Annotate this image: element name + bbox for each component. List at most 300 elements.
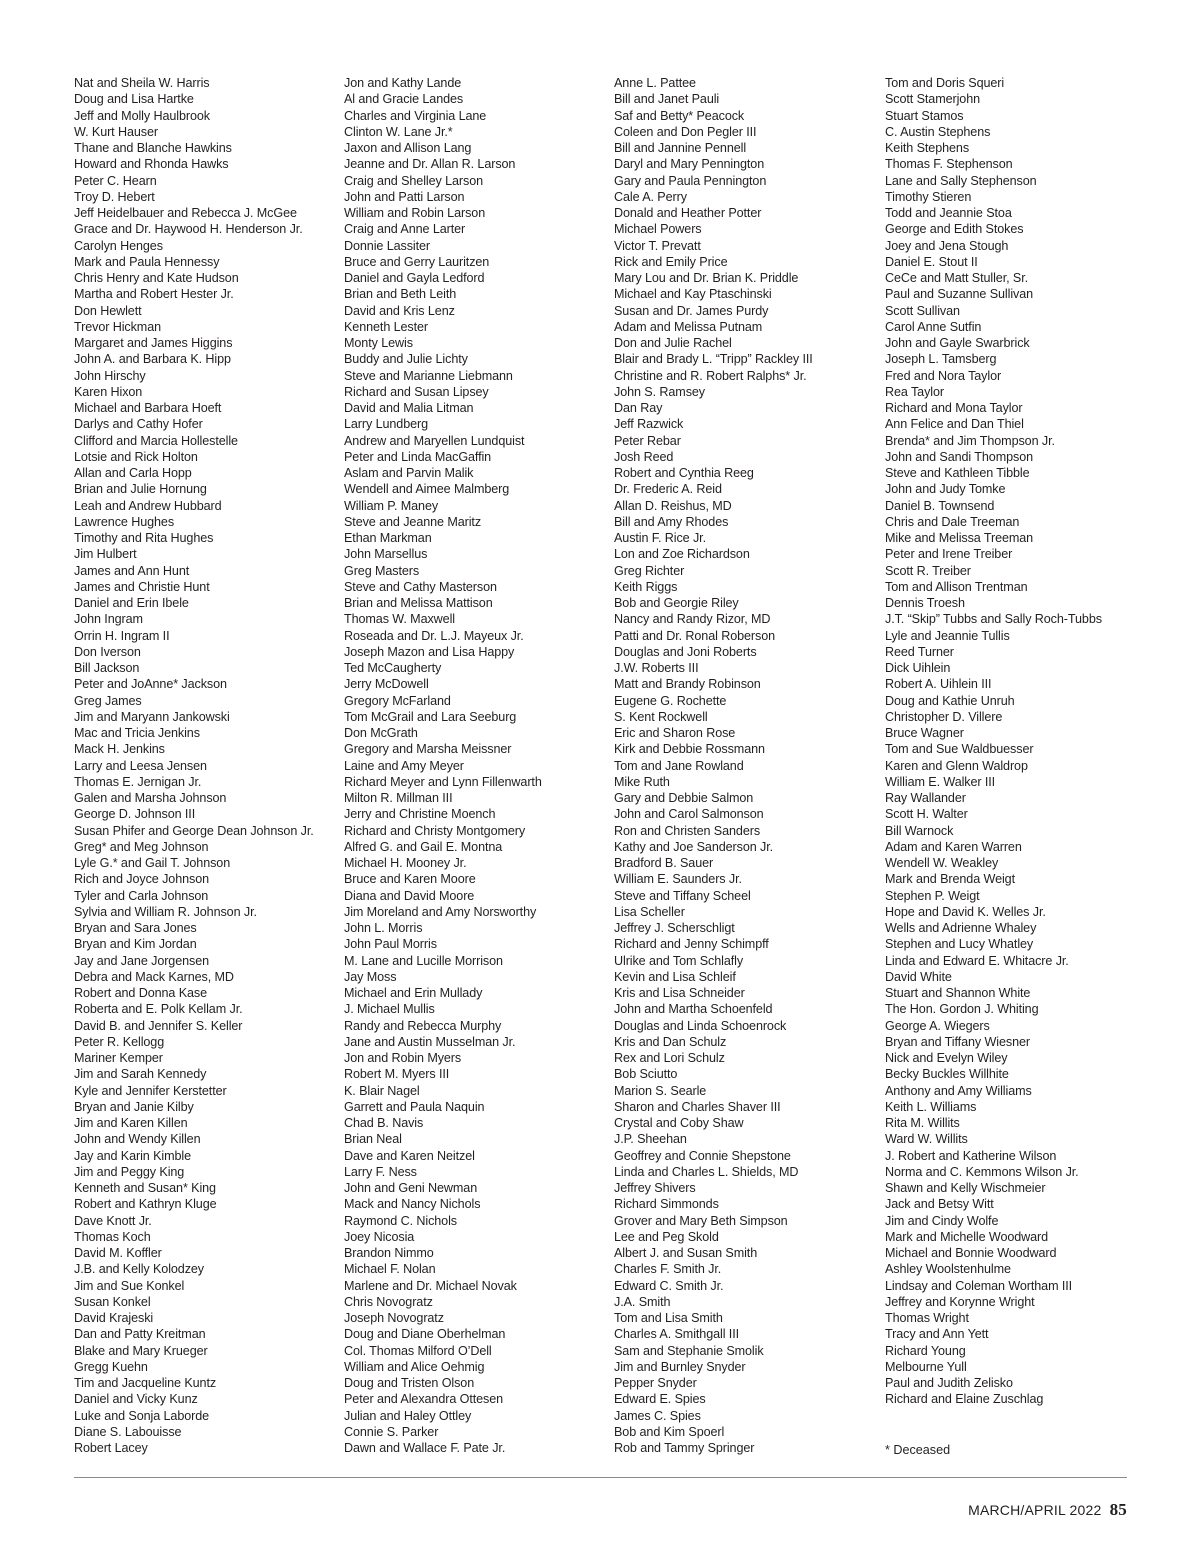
donor-name: James C. Spies — [614, 1408, 701, 1423]
donor-name: Lon and Zoe Richardson — [614, 547, 750, 562]
donor-name: Jay and Karin Kimble — [74, 1148, 192, 1163]
donor-name: Luke and Sonja Laborde — [74, 1408, 210, 1423]
donor-name: Thomas Wright — [885, 1311, 969, 1325]
donor-name: Scott H. Walter — [885, 807, 968, 822]
donor-column-4 — [885, 75, 1147, 1408]
donor-name: Donnie Lassiter — [344, 238, 431, 253]
donor-list — [74, 75, 1144, 1465]
donor-name: John and Carol Salmonson — [614, 807, 764, 822]
donor-name: Thomas E. Jernigan Jr. — [74, 774, 202, 789]
donor-name: Carolyn Henges — [74, 238, 163, 253]
donor-name: Jim and Cindy Wolfe — [885, 1213, 999, 1228]
donor-name: Steve and Kathleen Tibble — [885, 466, 1030, 480]
donor-name: Patti and Dr. Ronal Roberson — [614, 628, 776, 643]
donor-name: Marion S. Searle — [614, 1083, 707, 1098]
donor-name: Robert and Kathryn Kluge — [74, 1197, 217, 1212]
donor-name: Jon and Robin Myers — [344, 1051, 462, 1065]
donor-name: Allan and Carla Hopp — [74, 466, 192, 480]
donor-name: Diane S. Labouisse — [74, 1424, 182, 1439]
donor-name: Pepper Snyder — [614, 1376, 697, 1390]
donor-name: Jay and Jane Jorgensen — [74, 953, 210, 968]
donor-name: David B. and Jennifer S. Keller — [74, 1018, 243, 1033]
donor-name: Ward W. Willits — [885, 1132, 968, 1147]
donor-name: Bryan and Kim Jordan — [74, 937, 197, 952]
donor-name: Eugene G. Rochette — [614, 693, 727, 708]
donor-name: Hope and David K. Welles Jr. — [885, 904, 1046, 919]
donor-name: Tom and Doris Squeri — [885, 76, 1005, 90]
donor-name: Stephen and Lucy Whatley — [885, 937, 1034, 952]
donor-name: Thomas F. Stephenson — [885, 157, 1013, 172]
donor-name: Bryan and Janie Kilby — [74, 1099, 194, 1114]
donor-name: Jeanne and Dr. Allan R. Larson — [344, 157, 516, 172]
donor-name: Lindsay and Coleman Wortham III — [885, 1278, 1073, 1293]
donor-name: Ann Felice and Dan Thiel — [885, 417, 1024, 432]
donor-name: Michael F. Nolan — [344, 1262, 436, 1277]
donor-name: Diana and David Moore — [344, 888, 475, 903]
donor-name: Bill and Jannine Pennell — [614, 141, 747, 155]
donor-name: Ted McCaugherty — [344, 661, 442, 675]
donor-name: Mack H. Jenkins — [74, 742, 165, 757]
donor-name: Jay Moss — [344, 969, 397, 984]
donor-name: Rick and Emily Price — [614, 254, 728, 269]
donor-name: Jeffrey Shivers — [614, 1181, 696, 1195]
donor-name: Richard and Christy Montgomery — [344, 823, 526, 838]
donor-name: Jim and Peggy King — [74, 1164, 185, 1179]
donor-name: Scott Stamerjohn — [885, 92, 980, 107]
donor-name: Charles and Virginia Lane — [344, 108, 487, 123]
donor-name: John and Geni Newman — [344, 1181, 478, 1195]
donor-name: Doug and Diane Oberhelman — [344, 1327, 506, 1342]
donor-name: Bruce Wagner — [885, 726, 964, 740]
donor-name: J.B. and Kelly Kolodzey — [74, 1262, 205, 1277]
donor-name: Bryan and Tiffany Wiesner — [885, 1034, 1030, 1049]
donor-name: John and Patti Larson — [344, 189, 465, 204]
donor-name: Ray Wallander — [885, 791, 966, 805]
donor-name: Bob and Kim Spoerl — [614, 1424, 725, 1439]
donor-name: Peter and Linda MacGaffin — [344, 449, 492, 464]
donor-name: Laine and Amy Meyer — [344, 758, 464, 773]
donor-name: Clinton W. Lane Jr.* — [344, 124, 453, 139]
donor-name: J.W. Roberts III — [614, 661, 699, 675]
donor-name: Kris and Lisa Schneider — [614, 986, 745, 1000]
donor-name: Alfred G. and Gail E. Montna — [344, 839, 503, 854]
donor-name: Steve and Cathy Masterson — [344, 579, 497, 594]
donor-name: Jeff Heidelbauer and Rebecca J. McGee — [74, 206, 297, 220]
donor-name: Rob and Tammy Springer — [614, 1441, 755, 1455]
donor-name: Buddy and Julie Lichty — [344, 352, 468, 367]
donor-name: Jeff and Molly Haulbrook — [74, 108, 210, 123]
donor-name: Mike and Melissa Treeman — [885, 531, 1034, 545]
donor-name: Kenneth and Susan* King — [74, 1181, 216, 1195]
donor-name: Sam and Stephanie Smolik — [614, 1343, 764, 1358]
donor-name: Keith L. Williams — [885, 1099, 977, 1114]
donor-name: C. Austin Stephens — [885, 124, 991, 139]
donor-name: Matt and Brandy Robinson — [614, 677, 761, 692]
donor-name: Gregory and Marsha Meissner — [344, 742, 512, 757]
donor-name: Gregory McFarland — [344, 693, 451, 708]
donor-name: Daniel and Erin Ibele — [74, 596, 189, 610]
donor-name: Jeffrey J. Scherschligt — [614, 921, 735, 935]
donor-name: Douglas and Linda Schoenrock — [614, 1018, 787, 1033]
donor-name: Charles A. Smithgall III — [614, 1327, 739, 1342]
donor-name: Jon and Kathy Lande — [344, 76, 462, 90]
donor-name: Tom and Sue Waldbuesser — [885, 742, 1034, 757]
donor-name: Greg Masters — [344, 563, 420, 578]
donor-name: Julian and Haley Ottley — [344, 1408, 472, 1423]
donor-name: John and Judy Tomke — [885, 482, 1006, 497]
donor-name: Linda and Edward E. Whitacre Jr. — [885, 953, 1069, 968]
donor-name: Thane and Blanche Hawkins — [74, 141, 232, 155]
donor-name: Susan and Dr. James Purdy — [614, 303, 769, 318]
donor-name: Richard Simmonds — [614, 1197, 719, 1212]
donor-name: Reed Turner — [885, 644, 954, 659]
donor-name: J. Robert and Katherine Wilson — [885, 1148, 1057, 1163]
donor-name: Richard and Elaine Zuschlag — [885, 1392, 1044, 1407]
donor-name: John and Wendy Killen — [74, 1132, 201, 1147]
donor-name: David and Malia Litman — [344, 401, 474, 415]
donor-name: Mark and Michelle Woodward — [885, 1229, 1049, 1244]
donor-name: W. Kurt Hauser — [74, 124, 158, 139]
donor-column-2 — [344, 75, 606, 1456]
donor-name: Orrin H. Ingram II — [74, 628, 170, 643]
donor-name: Larry Lundberg — [344, 417, 429, 432]
donor-name: Rea Taylor — [885, 384, 944, 399]
donor-name: Edward E. Spies — [614, 1392, 706, 1407]
donor-name: Nat and Sheila W. Harris — [74, 76, 210, 90]
donor-name: Lyle G.* and Gail T. Johnson — [74, 856, 231, 870]
donor-name: Stuart and Shannon White — [885, 986, 1031, 1000]
donor-name: Timothy Stieren — [885, 189, 972, 204]
donor-name: John A. and Barbara K. Hipp — [74, 352, 231, 367]
donor-name: M. Lane and Lucille Morrison — [344, 953, 503, 968]
page-number: 85 — [1109, 1500, 1127, 1519]
donor-name: Dennis Troesh — [885, 596, 965, 610]
donor-name: Ron and Christen Sanders — [614, 823, 761, 838]
donor-name: Debra and Mack Karnes, MD — [74, 969, 234, 984]
donor-name: Jaxon and Allison Lang — [344, 141, 472, 155]
donor-name: Tom and Allison Trentman — [885, 579, 1028, 594]
donor-name: Nick and Evelyn Wiley — [885, 1051, 1008, 1065]
donor-name: Geoffrey and Connie Shepstone — [614, 1148, 791, 1163]
donor-name: Brian and Julie Hornung — [74, 482, 207, 497]
donor-name: Doug and Tristen Olson — [344, 1376, 475, 1390]
donor-name: Jim and Maryann Jankowski — [74, 709, 230, 724]
donor-name: Jerry and Christine Moench — [344, 807, 496, 822]
donor-name: Galen and Marsha Johnson — [74, 791, 227, 805]
donor-name: Daniel and Vicky Kunz — [74, 1392, 198, 1407]
donor-name: Brian and Beth Leith — [344, 287, 457, 302]
donor-name: Howard and Rhonda Hawks — [74, 157, 229, 172]
donor-name: David M. Koffler — [74, 1246, 162, 1260]
donor-name: Keith Riggs — [614, 579, 678, 594]
donor-name: Tom McGrail and Lara Seeburg — [344, 709, 517, 724]
donor-name: William P. Maney — [344, 498, 439, 513]
donor-name: Daryl and Mary Pennington — [614, 157, 765, 172]
donor-name: Daniel B. Townsend — [885, 498, 995, 513]
donor-name: Margaret and James Higgins — [74, 336, 233, 350]
donor-name: Dave and Karen Neitzel — [344, 1148, 475, 1163]
donor-name: Chris Henry and Kate Hudson — [74, 271, 239, 285]
donor-name: Wells and Adrienne Whaley — [885, 921, 1037, 935]
donor-column-3 — [614, 75, 876, 1456]
donor-name: Craig and Shelley Larson — [344, 173, 484, 188]
donor-name: Stephen P. Weigt — [885, 888, 980, 903]
donor-name: Brenda* and Jim Thompson Jr. — [885, 433, 1055, 448]
donor-name: Lane and Sally Stephenson — [885, 173, 1037, 188]
donor-name: William and Robin Larson — [344, 206, 486, 220]
donor-name: Becky Buckles Willhite — [885, 1067, 1009, 1082]
footer-divider — [74, 1477, 1127, 1478]
donor-name: Bradford B. Sauer — [614, 856, 714, 870]
donor-name: Blair and Brady L. “Tripp” Rackley III — [614, 352, 813, 367]
donor-name: Richard and Jenny Schimpff — [614, 937, 769, 952]
donor-name: Michael and Kay Ptaschinski — [614, 287, 772, 302]
donor-name: Bruce and Gerry Lauritzen — [344, 254, 490, 269]
donor-name: Michael H. Mooney Jr. — [344, 856, 467, 870]
donor-name: Robert M. Myers III — [344, 1067, 450, 1082]
donor-name: Lee and Peg Skold — [614, 1229, 719, 1244]
donor-name: Jim and Sue Konkel — [74, 1278, 185, 1293]
donor-name: Robert and Donna Kase — [74, 986, 208, 1000]
donor-name: Jeffrey and Korynne Wright — [885, 1294, 1035, 1309]
donor-name: Peter C. Hearn — [74, 173, 157, 188]
donor-name: Richard Meyer and Lynn Fillenwarth — [344, 774, 542, 789]
donor-name: David Krajeski — [74, 1311, 154, 1325]
donor-name: Adam and Melissa Putnam — [614, 319, 763, 334]
donor-name: Scott Sullivan — [885, 303, 960, 318]
donor-name: Todd and Jeannie Stoa — [885, 206, 1012, 220]
donor-name: Anne L. Pattee — [614, 76, 696, 90]
donor-name: Douglas and Joni Roberts — [614, 644, 757, 659]
donor-name: Crystal and Coby Shaw — [614, 1116, 744, 1130]
donor-name: Sylvia and William R. Johnson Jr. — [74, 904, 257, 919]
donor-name: Peter and Irene Treiber — [885, 547, 1013, 562]
donor-name: Dawn and Wallace F. Pate Jr. — [344, 1441, 506, 1455]
donor-name: Lisa Scheller — [614, 904, 685, 919]
donor-name: Don McGrath — [344, 726, 418, 740]
donor-name: Joseph Novogratz — [344, 1311, 444, 1325]
donor-name: Bill Jackson — [74, 661, 140, 675]
donor-name: Tom and Jane Rowland — [614, 758, 744, 773]
donor-name: Grover and Mary Beth Simpson — [614, 1213, 788, 1228]
donor-name: David White — [885, 969, 952, 984]
donor-name: Greg Richter — [614, 563, 685, 578]
donor-name: Peter and JoAnne* Jackson — [74, 677, 227, 692]
donor-name: Tracy and Ann Yett — [885, 1327, 989, 1342]
donor-name: Darlys and Cathy Hofer — [74, 417, 203, 432]
donor-name: Chad B. Navis — [344, 1116, 424, 1130]
donor-name: Larry F. Ness — [344, 1164, 417, 1179]
donor-name: Brandon Nimmo — [344, 1246, 434, 1260]
donor-name: Gary and Paula Pennington — [614, 173, 767, 188]
donor-name: Brian Neal — [344, 1132, 402, 1147]
donor-name: J.A. Smith — [614, 1294, 671, 1309]
donor-name: William E. Saunders Jr. — [614, 872, 742, 887]
donor-column-1 — [74, 75, 336, 1456]
donor-name: Paul and Judith Zelisko — [885, 1376, 1013, 1390]
donor-name: John Ingram — [74, 612, 143, 627]
donor-name: Jeff Razwick — [614, 417, 684, 432]
donor-name: Nancy and Randy Rizor, MD — [614, 612, 771, 627]
donor-name: Doug and Lisa Hartke — [74, 92, 194, 107]
donor-name: Edward C. Smith Jr. — [614, 1278, 724, 1293]
donor-name: Richard Young — [885, 1343, 966, 1358]
donor-name: Mark and Brenda Weigt — [885, 872, 1015, 887]
donor-name: Larry and Leesa Jensen — [74, 758, 207, 773]
donor-name: Mack and Nancy Nichols — [344, 1197, 481, 1212]
donor-name: Ashley Woolstenhulme — [885, 1262, 1011, 1277]
donor-name: Jim and Sarah Kennedy — [74, 1067, 207, 1082]
donor-name: Donald and Heather Potter — [614, 206, 762, 220]
donor-name: Steve and Tiffany Scheel — [614, 888, 751, 903]
donor-name: John Paul Morris — [344, 937, 437, 952]
donor-name: Chris Novogratz — [344, 1294, 433, 1309]
donor-name: Ulrike and Tom Schlafly — [614, 953, 744, 968]
donor-name: Robert and Cynthia Reeg — [614, 466, 754, 480]
donor-name: Adam and Karen Warren — [885, 839, 1022, 854]
donor-name: Fred and Nora Taylor — [885, 368, 1002, 383]
donor-name: Richard and Susan Lipsey — [344, 384, 489, 399]
donor-name: Jim and Burnley Snyder — [614, 1359, 746, 1374]
donor-name: John L. Morris — [344, 921, 423, 935]
donor-name: James and Ann Hunt — [74, 563, 190, 578]
donor-name: Robert Lacey — [74, 1441, 148, 1455]
donor-name: Trevor Hickman — [74, 319, 162, 334]
donor-name: Michael and Erin Mullady — [344, 986, 483, 1000]
donor-name: Kris and Dan Schulz — [614, 1034, 727, 1049]
donor-name: Susan Konkel — [74, 1294, 151, 1309]
donor-name: Don Iverson — [74, 644, 141, 659]
donor-name: John S. Ramsey — [614, 384, 705, 399]
donor-name: J.T. “Skip” Tubbs and Sally Roch-Tubbs — [885, 612, 1102, 627]
donor-name: Don and Julie Rachel — [614, 336, 732, 350]
donor-name: Albert J. and Susan Smith — [614, 1246, 758, 1260]
donor-name: Garrett and Paula Naquin — [344, 1099, 485, 1114]
donor-name: Robert A. Uihlein III — [885, 677, 992, 692]
issue-label: MARCH/APRIL 2022 — [968, 1502, 1102, 1518]
donor-name: Dr. Frederic A. Reid — [614, 482, 722, 497]
donor-name: Steve and Marianne Liebmann — [344, 368, 513, 383]
donor-name: Eric and Sharon Rose — [614, 726, 736, 740]
donor-name: S. Kent Rockwell — [614, 709, 708, 724]
donor-name: Rita M. Willits — [885, 1116, 960, 1130]
donor-name: Bob and Georgie Riley — [614, 596, 739, 610]
donor-name: Paul and Suzanne Sullivan — [885, 287, 1034, 302]
donor-name: Rich and Joyce Johnson — [74, 872, 210, 887]
donor-name: K. Blair Nagel — [344, 1083, 420, 1098]
donor-name: J.P. Sheehan — [614, 1132, 687, 1147]
donor-name: Joseph L. Tamsberg — [885, 352, 997, 367]
donor-name: Wendell and Aimee Malmberg — [344, 482, 510, 497]
donor-name: Austin F. Rice Jr. — [614, 531, 706, 545]
donor-name: Al and Gracie Landes — [344, 92, 464, 107]
donor-name: Mariner Kemper — [74, 1051, 163, 1065]
donor-name: Charles F. Smith Jr. — [614, 1262, 722, 1277]
donor-name: Sharon and Charles Shaver III — [614, 1099, 781, 1114]
donor-name: Grace and Dr. Haywood H. Henderson Jr. — [74, 222, 303, 237]
donor-name: Lawrence Hughes — [74, 514, 175, 529]
donor-name: Daniel E. Stout II — [885, 254, 978, 269]
donor-name: Richard and Mona Taylor — [885, 401, 1023, 415]
donor-name: Doug and Kathie Unruh — [885, 693, 1015, 708]
donor-name: Kirk and Debbie Rossmann — [614, 742, 765, 757]
donor-name: George and Edith Stokes — [885, 222, 1024, 237]
donor-name: Bill Warnock — [885, 823, 954, 838]
donor-name: Kenneth Lester — [344, 319, 429, 334]
donor-name: Dan and Patty Kreitman — [74, 1327, 206, 1342]
donor-name: Troy D. Hebert — [74, 189, 155, 204]
donor-name: Dick Uihlein — [885, 661, 951, 675]
donor-name: Peter and Alexandra Ottesen — [344, 1392, 504, 1407]
donor-name: Michael and Barbara Hoeft — [74, 401, 222, 415]
donor-name: Mac and Tricia Jenkins — [74, 726, 200, 740]
donor-name: Cale A. Perry — [614, 189, 687, 204]
donor-name: Bill and Janet Pauli — [614, 92, 720, 107]
donor-name: Norma and C. Kemmons Wilson Jr. — [885, 1164, 1079, 1179]
donor-name: Roberta and E. Polk Kellam Jr. — [74, 1002, 243, 1017]
donor-name: Connie S. Parker — [344, 1424, 439, 1439]
donor-name: Michael Powers — [614, 222, 702, 237]
donor-name: Brian and Melissa Mattison — [344, 596, 493, 610]
donor-name: Allan D. Reishus, MD — [614, 498, 732, 513]
donor-name: Scott R. Treiber — [885, 563, 971, 578]
donor-name: Mark and Paula Hennessy — [74, 254, 220, 269]
donor-name: Jerry McDowell — [344, 677, 429, 692]
donor-name: Joey Nicosia — [344, 1229, 415, 1244]
donor-name: The Hon. Gordon J. Whiting — [885, 1002, 1039, 1017]
donor-name: Josh Reed — [614, 449, 674, 464]
donor-name: Gary and Debbie Salmon — [614, 791, 754, 805]
donor-name: Bruce and Karen Moore — [344, 872, 476, 887]
donor-name: Jane and Austin Musselman Jr. — [344, 1034, 516, 1049]
donor-name: David and Kris Lenz — [344, 303, 455, 318]
donor-name: Bill and Amy Rhodes — [614, 514, 729, 529]
donor-name: Thomas W. Maxwell — [344, 612, 455, 627]
donor-name: John and Gayle Swarbrick — [885, 336, 1030, 350]
donor-name: George D. Johnson III — [74, 807, 196, 822]
donor-name: Stuart Stamos — [885, 108, 964, 123]
donor-name: Linda and Charles L. Shields, MD — [614, 1164, 799, 1179]
donor-name: Aslam and Parvin Malik — [344, 466, 474, 480]
donor-name: Thomas Koch — [74, 1229, 151, 1244]
donor-name: Lyle and Jeannie Tullis — [885, 628, 1010, 643]
donor-name: Rex and Lori Schulz — [614, 1051, 725, 1065]
donor-name: Karen and Glenn Waldrop — [885, 758, 1028, 773]
donor-name: Marlene and Dr. Michael Novak — [344, 1278, 517, 1293]
donor-name: Randy and Rebecca Murphy — [344, 1018, 502, 1033]
donor-name: Michael and Bonnie Woodward — [885, 1246, 1057, 1260]
donor-name: Mary Lou and Dr. Brian K. Priddle — [614, 271, 799, 285]
donor-name: Christine and R. Robert Ralphs* Jr. — [614, 368, 807, 383]
donor-name: Monty Lewis — [344, 336, 413, 350]
donor-name: Wendell W. Weakley — [885, 856, 999, 870]
donor-name: James and Christie Hunt — [74, 579, 210, 594]
donor-name: Bryan and Sara Jones — [74, 921, 197, 935]
donor-name: Dan Ray — [614, 401, 663, 415]
donor-name: Chris and Dale Treeman — [885, 514, 1020, 529]
donor-name: Martha and Robert Hester Jr. — [74, 287, 234, 302]
donor-name: J. Michael Mullis — [344, 1002, 435, 1017]
donor-name: Blake and Mary Krueger — [74, 1343, 208, 1358]
donor-name: Jack and Betsy Witt — [885, 1197, 994, 1212]
donor-name: Jim and Karen Killen — [74, 1116, 188, 1130]
donor-name: Dave Knott Jr. — [74, 1213, 152, 1228]
donor-name: Jim Hulbert — [74, 547, 137, 562]
donor-name: Clifford and Marcia Hollestelle — [74, 433, 238, 448]
donor-name: Coleen and Don Pegler III — [614, 124, 757, 139]
donor-name: Susan Phifer and George Dean Johnson Jr. — [74, 823, 314, 838]
donor-name: Shawn and Kelly Wischmeier — [885, 1181, 1046, 1195]
